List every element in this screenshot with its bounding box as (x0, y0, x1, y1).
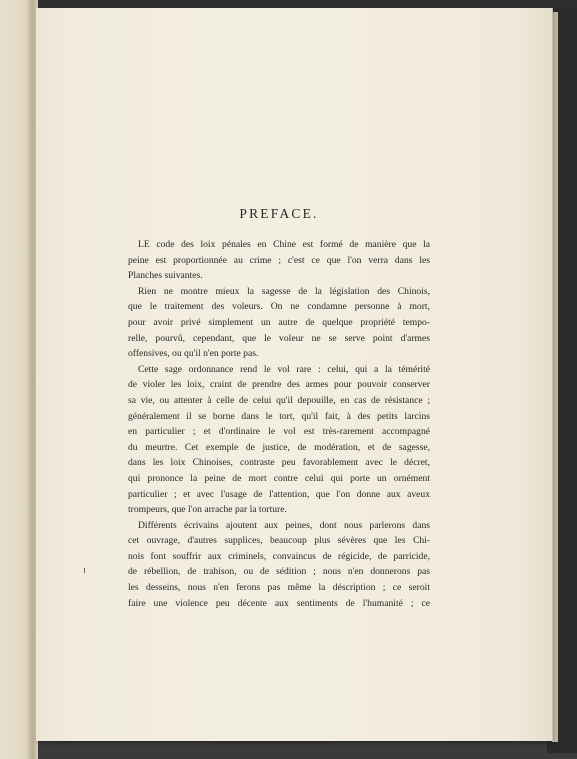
page-stack-edge (552, 12, 558, 742)
text-line: Différents écrivains ajoutent aux peines, dont nous parlerons dans (138, 519, 430, 531)
paragraph-2 (128, 284, 430, 362)
text-line: de violer les loix, craint de prendre des armes pour pouvoir conserver (128, 379, 430, 391)
text-line: LE code des loix pénales en Chine est formé de manière que la (138, 239, 430, 250)
preface-text (128, 206, 430, 611)
text-line: particulier ; et avec l'usage de l'attention, que l'on donne aux aveux (128, 488, 430, 500)
text-line: peine est proportionnée au crime ; c'est ce que l'on verra dans les (128, 254, 430, 266)
text-line: faire une violence peu décente aux sentiments de l'humanité ; ce (128, 597, 430, 609)
text-line: Planches suivantes. (128, 270, 203, 282)
text-line: du meurtre. Cet exemple de justice, de modération, et de sagesse, (128, 441, 430, 453)
text-line: cet ouvrage, d'autres supplices, beaucoup plus sévères que les Chi- (128, 535, 430, 547)
paragraph-3 (128, 362, 430, 518)
text-line: nois font souffrir aux criminels, convaincus de régicide, de parricide, (128, 550, 430, 562)
text-line: sa vie, ou attenter à celle de celui qu'il depouille, en cas de résistance ; (128, 394, 430, 406)
text-line: dans les loix Chinoises, contraste peu favorablement avec le décret, (128, 457, 430, 469)
paragraph-4 (128, 518, 430, 612)
margin-mark (84, 568, 85, 573)
text-line: de rébellion, de trahison, ou de sédition ; nous n'en donnerons pas (128, 566, 430, 578)
text-line: qui prononce la peine de mort contre celui qui porte un ornément (128, 472, 430, 484)
paragraph-1 (128, 237, 430, 284)
page-title: PREFACE. (239, 206, 319, 221)
text-line: offensives, ou qu'il n'en porte pas. (128, 348, 259, 360)
text-line: Rien ne montre mieux la sagesse de la législation des Chinois, (138, 285, 430, 297)
text-line: en particulier ; et d'ordinaire le vol est très-rarement accompagné (128, 426, 430, 438)
text-line: pour avoir privé simplement un autre de quelque propriété tempo- (128, 316, 430, 328)
text-line: Cette sage ordonnance rend le vol rare : celui, qui a la témérité (138, 363, 430, 375)
text-line: généralement il se borne dans le tort, qu'il fait, à des petits larcins (128, 410, 430, 422)
text-line: trompeurs, que l'on arrache par la torture. (128, 504, 287, 516)
text-line: relle, pourvû, cependant, que le voleur ne se serve point d'armes (128, 332, 430, 344)
text-line: les desseins, nous n'en ferons pas même la déscription ; ce seroit (128, 582, 430, 594)
text-line: que le traitement des voleurs. On ne condamne personne à mort, (128, 301, 430, 313)
